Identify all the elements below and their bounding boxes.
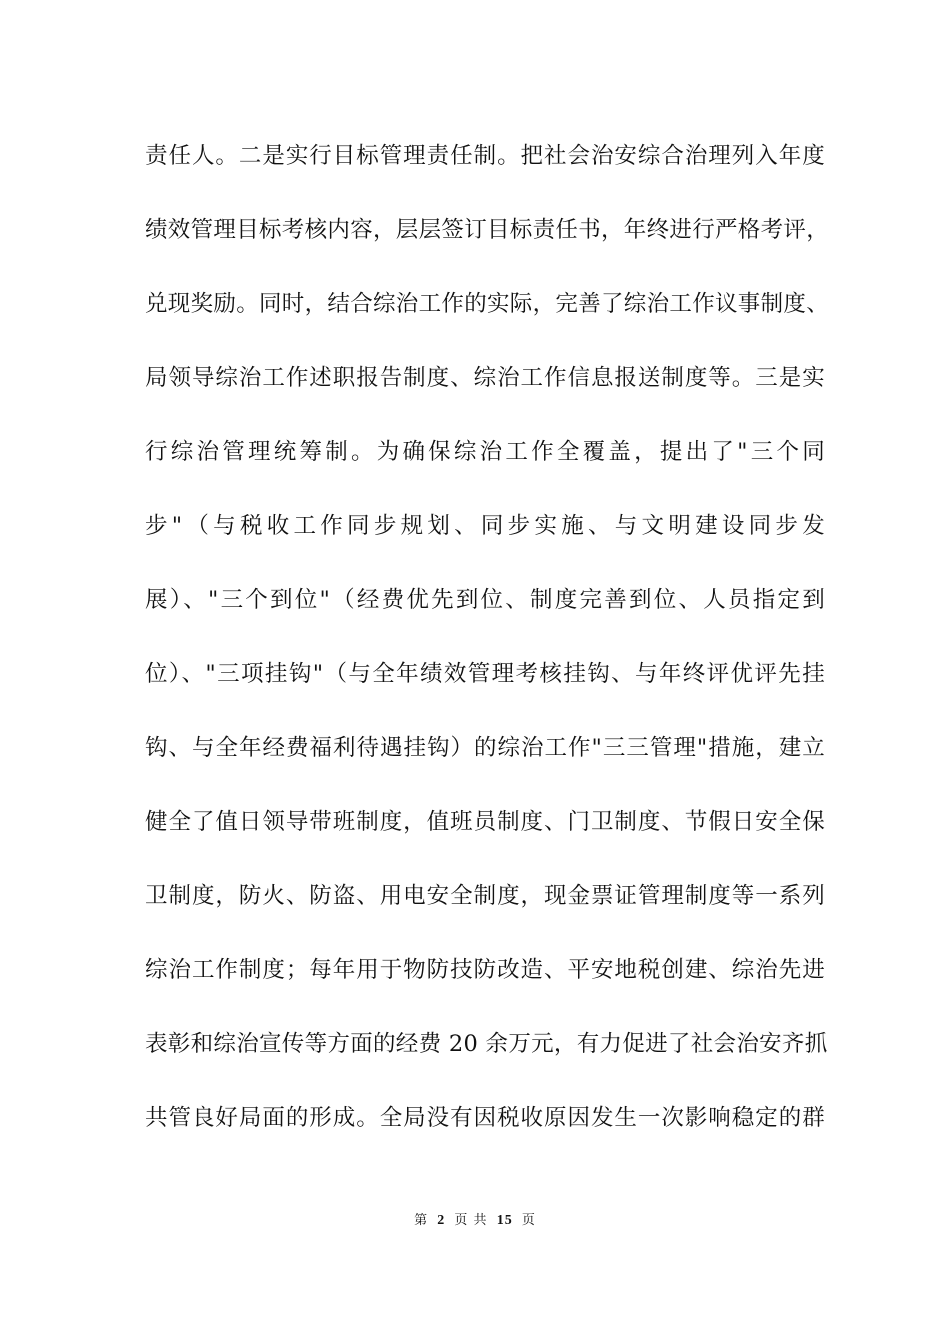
- text-line-7: 展）、"三个到位"（经费优先到位、制度完善到位、人员指定到: [145, 587, 825, 613]
- text-line-6: 步"（与税收工作同步规划、同步实施、与文明建设同步发: [145, 513, 825, 539]
- text-line-14: 共管良好局面的形成。全局没有因税收原因发生一次影响稳定的群: [145, 1105, 825, 1131]
- text-line-11: 卫制度，防火、防盗、用电安全制度，现金票证管理制度等一系列: [145, 883, 825, 909]
- total-page-count: 15: [496, 1213, 513, 1228]
- text-line-5: 行综治管理统筹制。为确保综治工作全覆盖，提出了"三个同: [145, 439, 825, 465]
- footer-middle: 页 共: [454, 1213, 488, 1228]
- text-line-8: 位）、"三项挂钩"（与全年绩效管理考核挂钩、与年终评优评先挂: [145, 661, 825, 687]
- body-paragraph: [145, 132, 830, 1168]
- text-line-2: 绩效管理目标考核内容，层层签订目标责任书，年终进行严格考评，: [145, 217, 830, 243]
- page-footer: [0, 1209, 950, 1229]
- footer-suffix: 页: [521, 1213, 536, 1228]
- text-line-10: 健全了值日领导带班制度，值班员制度、门卫制度、节假日安全保: [145, 809, 825, 835]
- text-line-12: 综治工作制度；每年用于物防技防改造、平安地税创建、综治先进: [145, 957, 825, 983]
- text-line-9: 钩、与全年经费福利待遇挂钩）的综治工作"三三管理"措施，建立: [145, 735, 825, 761]
- text-line-13: 表彰和综治宣传等方面的经费 20 余万元，有力促进了社会治安齐抓: [145, 1031, 828, 1057]
- text-line-3: 兑现奖励。同时，结合综治工作的实际，完善了综治工作议事制度、: [145, 291, 830, 317]
- footer-prefix: 第: [414, 1213, 429, 1228]
- current-page-number: 2: [437, 1213, 446, 1228]
- text-line-4: 局领导综治工作述职报告制度、综治工作信息报送制度等。三是实: [145, 365, 825, 391]
- text-line-1: 责任人。二是实行目标管理责任制。把社会治安综合治理列入年度: [145, 143, 825, 169]
